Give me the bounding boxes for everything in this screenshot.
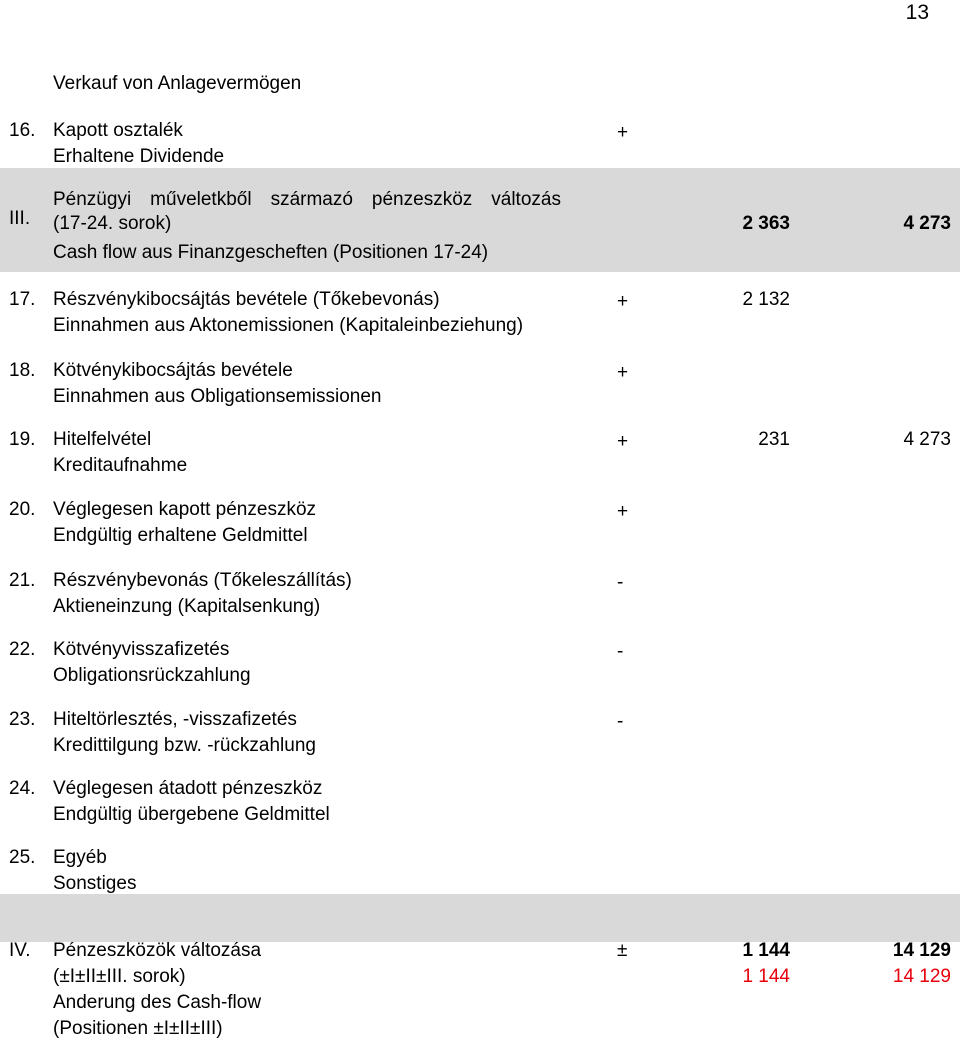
section-iii-value-2: 4 273 <box>903 213 951 234</box>
row-label-de: Sonstiges <box>53 873 137 894</box>
row-label-hu: Véglegesen kapott pénzeszköz <box>53 499 317 520</box>
section-iv-line-2: (±I±II±III. sorok) <box>53 966 186 987</box>
row-label-de: Einnahmen aus Obligationsemissionen <box>53 386 382 407</box>
top-line: Verkauf von Anlagevermögen <box>53 73 302 94</box>
section-iv-band <box>0 894 960 942</box>
row-label-de: Kreditaufnahme <box>53 455 188 476</box>
row-sign: + <box>617 122 629 143</box>
row-sign: + <box>617 501 629 522</box>
row-label-hu: Hiteltörlesztés, -visszafizetés <box>53 709 297 730</box>
row-sign: + <box>617 362 629 383</box>
row-label-hu: Részvénybevonás (Tőkeleszállítás) <box>53 570 352 591</box>
row-number: 16. <box>9 120 36 141</box>
row-label-hu: Kötvénykibocsájtás bevétele <box>53 360 293 381</box>
section-number: IV. <box>9 940 31 961</box>
section-iii-value-1: 2 363 <box>742 213 790 234</box>
row-number: 22. <box>9 639 36 660</box>
word: változás <box>491 189 561 210</box>
section-iv-value-1-red: 1 144 <box>742 966 790 987</box>
row-sign: + <box>617 431 629 452</box>
row-label-de: Endgültig erhaltene Geldmittel <box>53 525 308 546</box>
row-label-hu: Véglegesen átadott pénzeszköz <box>53 778 323 799</box>
row-number: 24. <box>9 778 36 799</box>
section-iv-value-2: 14 129 <box>892 940 951 961</box>
row-number: 25. <box>9 847 36 868</box>
row-number: 21. <box>9 570 36 591</box>
word: Pénzügyi <box>53 189 132 210</box>
row-label-de: Endgültig übergebene Geldmittel <box>53 804 330 825</box>
row-number: 18. <box>9 360 36 381</box>
section-iv-line-4: (Positionen ±I±II±III) <box>53 1018 223 1039</box>
row-label-de: Einnahmen aus Aktonemissionen (Kapitaleinbeziehung) <box>53 315 524 336</box>
row-sign: - <box>617 641 624 662</box>
section-iii-title-de: Cash flow aus Finanzgescheften (Positionen 17-24) <box>53 242 489 263</box>
word: műveletkből <box>150 189 252 210</box>
row-label-de: Obligationsrückzahlung <box>53 665 251 686</box>
row-label-de: Aktieneinzung (Kapitalsenkung) <box>53 596 321 617</box>
section-iv-line-1: Pénzeszközök változása <box>53 940 262 961</box>
row-label-hu: Kapott osztalék <box>53 120 183 141</box>
row-label-hu: Kötvényvisszafizetés <box>53 639 230 660</box>
section-number: III. <box>9 208 31 229</box>
row-label-hu: Hitelfelvétel <box>53 429 152 450</box>
row-number: 20. <box>9 499 36 520</box>
word: pénzeszköz <box>371 189 473 210</box>
section-iv-value-2-red: 14 129 <box>892 966 951 987</box>
row-sign: - <box>617 572 624 593</box>
section-iii-title-hu <box>53 189 561 211</box>
row-value-1: 231 <box>758 429 790 450</box>
page-number: 13 <box>905 1 929 24</box>
section-iii-title-hu-line2: (17-24. sorok) <box>53 213 172 234</box>
row-sign: - <box>617 711 624 732</box>
section-iv-line-3: Anderung des Cash-flow <box>53 992 262 1013</box>
word: származó <box>270 189 353 210</box>
row-value-1: 2 132 <box>742 289 790 310</box>
row-label-hu: Egyéb <box>53 847 107 868</box>
row-label-de: Kredittilgung bzw. -rückzahlung <box>53 735 316 756</box>
row-value-2: 4 273 <box>903 429 951 450</box>
row-number: 17. <box>9 289 36 310</box>
section-iv-value-1: 1 144 <box>742 940 790 961</box>
row-label-de: Erhaltene Dividende <box>53 146 225 167</box>
row-number: 19. <box>9 429 36 450</box>
section-iv-sign: ± <box>617 940 628 961</box>
row-sign: + <box>617 291 629 312</box>
row-label-hu: Részvénykibocsájtás bevétele (Tőkebevonás) <box>53 289 440 310</box>
row-number: 23. <box>9 709 36 730</box>
